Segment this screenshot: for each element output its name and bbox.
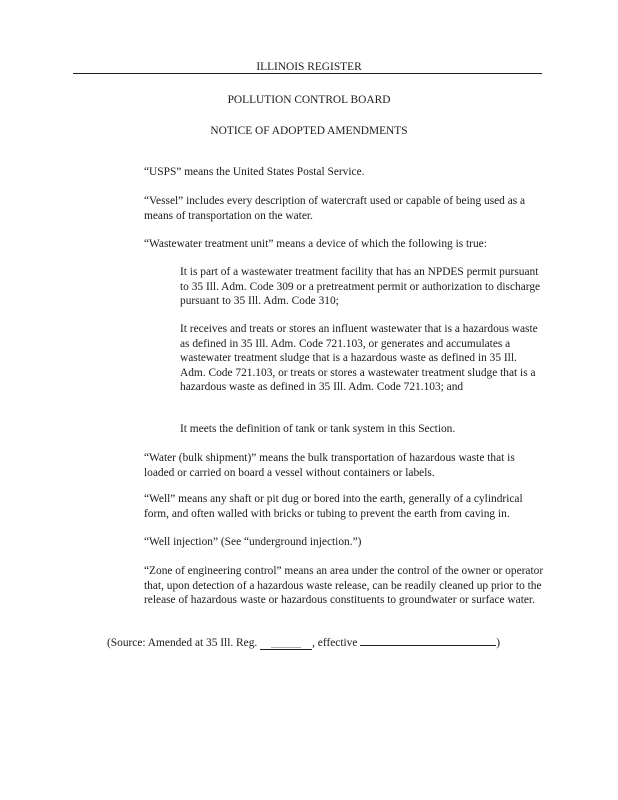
source-note (107, 635, 500, 651)
source-middle: , effective (312, 637, 361, 649)
header-title: ILLINOIS REGISTER (256, 61, 362, 73)
wastewater-item-1: It is part of a wastewater treatment facility that has an NPDES permit pursuant to 35 Ill. Adm. Code 309 or a pretreatment permit or authorization to discharge pursuant to 35 Ill. Adm. Code 310; (180, 266, 541, 307)
board-heading: POLLUTION CONTROL BOARD (227, 94, 391, 106)
effective-date-blank (360, 635, 496, 646)
header-rule (73, 73, 542, 74)
definition-vessel: “Vessel” includes every description of watercraft used or capable of being used as a means of transportation on the water. (144, 195, 526, 222)
definition-zone: “Zone of engineering control” means an area under the control of the owner or operator that, upon detection of a hazardous waste release, can be readily cleaned up prior to the release of hazardous waste or hazardous constituents to groundwater or surface water. (144, 565, 544, 606)
notice-heading: NOTICE OF ADOPTED AMENDMENTS (210, 125, 408, 137)
register-blank: ______ (260, 639, 312, 650)
source-prefix: (Source: Amended at 35 Ill. Reg. (107, 637, 261, 649)
wastewater-item-2: It receives and treats or stores an influent wastewater that is a hazardous waste as defined in 35 Ill. Adm. Code 721.103, or generates and accumulates a wastewater treatment sludge that is a hazardous waste as defined in 35 Ill. Adm. Code 721.103, or treats or stores a wastewater treatment sludge that is a hazardous waste as defined in 35 Ill. Adm. Code 721.103; and (180, 323, 538, 393)
definition-well: “Well” means any shaft or pit dug or bored into the earth, generally of a cylindrical form, and often walled with bricks or tubing to prevent the earth from caving in. (144, 493, 523, 520)
definition-water-bulk: “Water (bulk shipment)” means the bulk transportation of hazardous waste that is loaded or carried on board a vessel without containers or labels. (144, 452, 515, 479)
definition-well-injection: “Well injection” (See “underground injection.”) (144, 536, 362, 548)
definition-wastewater-intro: “Wastewater treatment unit” means a device of which the following is true: (144, 238, 487, 250)
definition-usps: “USPS” means the United States Postal Service. (144, 166, 365, 178)
source-suffix: ) (496, 637, 501, 649)
wastewater-item-3: It meets the definition of tank or tank system in this Section. (180, 423, 456, 435)
